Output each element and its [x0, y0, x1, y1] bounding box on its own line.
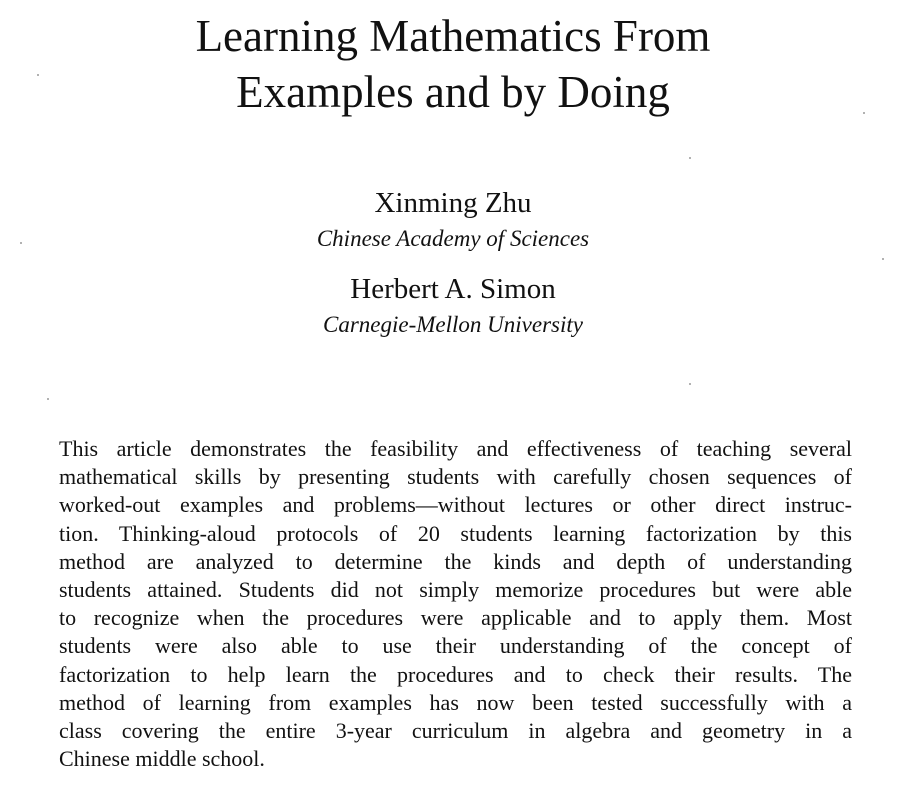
author-name-simon: Herbert A. Simon	[350, 273, 556, 305]
scan-speck	[689, 383, 691, 385]
paper-title	[0, 8, 906, 120]
scan-speck	[20, 242, 22, 244]
abstract-line: mathematical skills by presenting students with carefully chosen sequences of	[59, 464, 852, 490]
scan-speck	[37, 74, 39, 76]
abstract-line: tion. Thinking-aloud protocols of 20 students learning factorization by this	[59, 520, 852, 546]
abstract-line: worked-out examples and problems—without lectures or other direct instruc-	[59, 492, 852, 518]
scan-speck	[863, 112, 865, 114]
abstract-line-last: Chinese middle school.	[59, 746, 265, 772]
abstract-line: method of learning from examples has now been tested successfully with a	[59, 689, 852, 715]
author-name-zhu: Xinming Zhu	[374, 187, 532, 219]
abstract-line: This article demonstrates the feasibility and effectiveness of teaching several	[59, 436, 852, 461]
abstract-line: factorization to help learn the procedures and to check their results. The	[59, 661, 852, 687]
abstract-line: class covering the entire 3-year curriculum in algebra and geometry in a	[59, 717, 852, 743]
scan-speck	[882, 258, 884, 260]
abstract-line: method are analyzed to determine the kinds and depth of understanding	[59, 548, 852, 574]
abstract-line: students were also able to use their understanding of the concept of	[59, 633, 852, 659]
abstract-line: to recognize when the procedures were applicable and to apply them. Most	[59, 605, 852, 631]
scan-speck	[47, 398, 49, 400]
title-line-2: Examples and by Doing	[236, 67, 670, 117]
author-affiliation-simon: Carnegie-Mellon University	[323, 312, 583, 337]
title-line-1: Learning Mathematics From	[195, 11, 711, 61]
abstract-line: students attained. Students did not simply memorize procedures but were able	[59, 576, 852, 602]
abstract	[59, 435, 852, 773]
author-affiliation-zhu: Chinese Academy of Sciences	[316, 226, 590, 251]
scan-speck	[689, 157, 691, 159]
